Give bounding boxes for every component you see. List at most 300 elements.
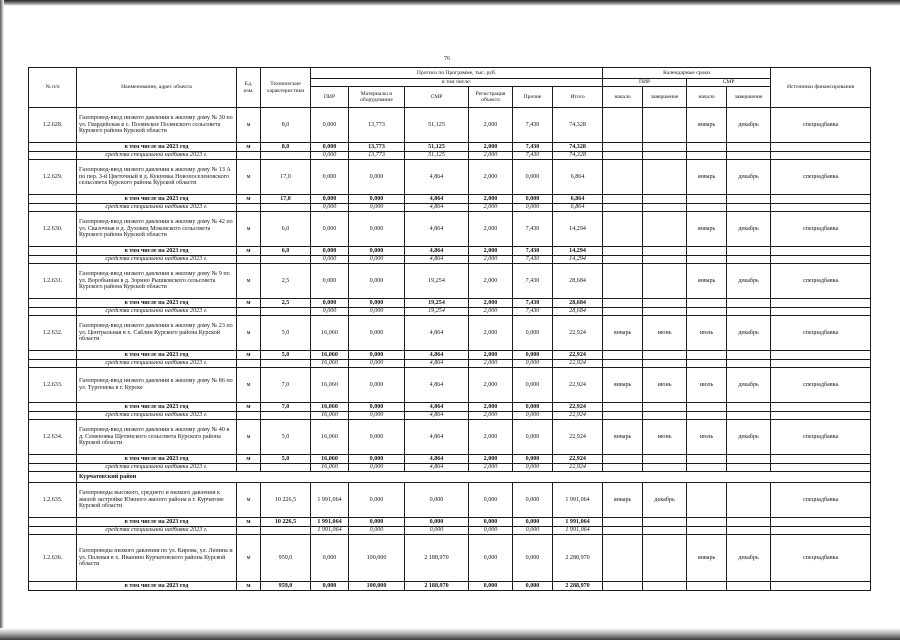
cell-pir-end: июнь: [643, 316, 687, 351]
cell-empty: [687, 308, 727, 316]
cell-pir-end: [643, 108, 687, 143]
cell-empty: [29, 455, 77, 464]
cell-tech: 5,0: [261, 420, 311, 455]
cell-total: 74,328: [553, 143, 603, 152]
cell-total: 1 991,064: [553, 518, 603, 527]
cell-other: 7,430: [513, 212, 553, 247]
cell-empty: [261, 256, 311, 264]
cell-other: 0,000: [513, 368, 553, 403]
cell-total: 14,294: [553, 247, 603, 256]
cell-empty: [687, 360, 727, 368]
cell-source: спецнадбавка: [771, 535, 871, 582]
cell-num: 1.2.632.: [29, 316, 77, 351]
cell-mat: 0,000: [349, 247, 405, 256]
cell-materials: 100,000: [349, 535, 405, 582]
cell-empty: [727, 204, 771, 212]
cell-empty: [237, 412, 261, 420]
cell-pir-start: [603, 264, 643, 299]
table-row: [29, 143, 871, 152]
cell-other: 7,430: [513, 256, 553, 264]
cell-empty: [603, 308, 643, 316]
cell-smr: 4,864: [405, 351, 469, 360]
cell-pir: 0,000: [311, 256, 349, 264]
cell-other: 7,430: [513, 152, 553, 160]
cell-smr-end: декабрь: [727, 535, 771, 582]
cell-tech: 8,0: [261, 108, 311, 143]
cell-empty: [237, 464, 261, 472]
cell-materials: 0,000: [349, 212, 405, 247]
table-row: [29, 152, 871, 160]
cell-other: 0,000: [513, 582, 553, 591]
cell-source-label: средства специальной надбавки 2023 г.: [77, 204, 237, 212]
cell-smr: 19,254: [405, 264, 469, 299]
cell-reg: 2,000: [469, 143, 513, 152]
cell-empty: [29, 143, 77, 152]
header-smr-end: завершение: [727, 87, 771, 108]
scan-border-top: [0, 0, 900, 6]
cell-empty: [29, 299, 77, 308]
cell-pir-start: [603, 160, 643, 195]
cell-pir-end: июнь: [643, 420, 687, 455]
cell-empty: [237, 527, 261, 535]
scan-border-bottom: [0, 628, 900, 640]
cell-total-label: в том числе на 2023 год: [77, 582, 237, 591]
cell-smr-start: январь: [687, 160, 727, 195]
header-cost-group: Прогноз по Программе, тыс. руб.: [311, 68, 603, 79]
table-row: [29, 403, 871, 412]
cell-empty: [237, 308, 261, 316]
cell-mat: 100,000: [349, 582, 405, 591]
cell-empty: [603, 403, 643, 412]
cell-empty: [261, 308, 311, 316]
cell-name: Газопровод-ввод низкого давления к жилому дому № 9 по ул. Воробьиная в д. Зорино Рышковского сельсовета Курского района Курской области: [77, 264, 237, 299]
cell-smr: 4,864: [405, 316, 469, 351]
cell-smr-start: январь: [687, 535, 727, 582]
cell-empty: [603, 204, 643, 212]
cell-empty: [687, 351, 727, 360]
cell-empty: [29, 403, 77, 412]
cell-empty: [261, 527, 311, 535]
cell-pir: 0,000: [311, 299, 349, 308]
cell-source: спецнадбавка: [771, 212, 871, 247]
cell-smr: 4,864: [405, 160, 469, 195]
cell-pir-end: [643, 160, 687, 195]
cell-mat: 0,000: [349, 308, 405, 316]
cell-other: 7,430: [513, 143, 553, 152]
cell-total: 1 991,064: [553, 527, 603, 535]
cell-empty: [603, 518, 643, 527]
cell-source-label: средства специальной надбавки 2023 г.: [77, 360, 237, 368]
cell-empty: [643, 403, 687, 412]
cell-empty: [687, 464, 727, 472]
cell-smr: 4,864: [405, 403, 469, 412]
cell-other: 0,000: [513, 412, 553, 420]
cell-reg: 2,000: [469, 455, 513, 464]
header-other: Прочие: [513, 87, 553, 108]
header-smr: СМР: [405, 87, 469, 108]
cell-total-label: в том числе на 2023 год: [77, 455, 237, 464]
cell-other: 0,000: [513, 195, 553, 204]
cell-total: 6,864: [553, 195, 603, 204]
cell-pir: 0,000: [311, 308, 349, 316]
table-row: [29, 195, 871, 204]
cell-empty: [603, 412, 643, 420]
cell-other: 0,000: [513, 403, 553, 412]
table-row: [29, 212, 871, 247]
cell-tech: 5,0: [261, 316, 311, 351]
cell-smr-start: июль: [687, 368, 727, 403]
cell-mat: 13,773: [349, 143, 405, 152]
cell-materials: 0,000: [349, 420, 405, 455]
cell-empty: [603, 464, 643, 472]
header-materials: Материалы и оборудование: [349, 87, 405, 108]
cell-pir: 1 991,064: [311, 527, 349, 535]
cell-empty: [643, 195, 687, 204]
cell-empty: [29, 472, 77, 483]
cell-reg: 2,000: [469, 256, 513, 264]
cell-empty: [687, 247, 727, 256]
cell-reg: 2,000: [469, 299, 513, 308]
header-total: Итого: [553, 87, 603, 108]
cell-mat: 13,773: [349, 152, 405, 160]
cell-pir: 0,000: [311, 108, 349, 143]
cell-empty: [643, 256, 687, 264]
cell-tech: 7,0: [261, 368, 311, 403]
table-row: [29, 368, 871, 403]
cell-total: 22,924: [553, 368, 603, 403]
cell-unit: м: [237, 582, 261, 591]
cell-materials: 13,773: [349, 108, 405, 143]
cell-empty: [29, 247, 77, 256]
cell-pir-end: [643, 264, 687, 299]
cell-empty: [771, 143, 871, 152]
table-row: [29, 160, 871, 195]
header-cal-pir: ПИР: [603, 79, 687, 87]
cell-pir: 16,060: [311, 420, 349, 455]
cell-pir: 0,000: [311, 582, 349, 591]
cell-total-label: в том числе на 2023 год: [77, 403, 237, 412]
cell-empty: [727, 195, 771, 204]
cell-empty: [687, 152, 727, 160]
cell-empty: [687, 256, 727, 264]
cell-pir-end: июнь: [643, 368, 687, 403]
cell-pir: 16,060: [311, 412, 349, 420]
cell-name: Газопровод-ввод низкого давления к жилому дому № 40 в д. Семеновка Щетинского сельсовета Курского района Курской области: [77, 420, 237, 455]
cell-pir: 16,060: [311, 368, 349, 403]
program-table: [28, 67, 871, 591]
cell-empty: [261, 360, 311, 368]
cell-unit: м: [237, 518, 261, 527]
header-cal-smr: СМР: [687, 79, 771, 87]
cell-mat: 0,000: [349, 403, 405, 412]
cell-total: 22,924: [553, 420, 603, 455]
cell-tech: 6,0: [261, 247, 311, 256]
cell-empty: [727, 256, 771, 264]
cell-smr: 2 188,970: [405, 535, 469, 582]
cell-empty: [29, 256, 77, 264]
cell-empty: [771, 351, 871, 360]
cell-empty: [771, 464, 871, 472]
cell-smr: 0,000: [405, 527, 469, 535]
cell-total: 28,684: [553, 308, 603, 316]
cell-unit: м: [237, 316, 261, 351]
table-row: [29, 264, 871, 299]
cell-empty: [687, 299, 727, 308]
cell-mat: 0,000: [349, 518, 405, 527]
cell-name: Газопровод-ввод низкого давления к жилому дому № 23 по ул. Центральная в х. Саблин Курского района Курской области: [77, 316, 237, 351]
cell-unit: м: [237, 247, 261, 256]
cell-other: 0,000: [513, 360, 553, 368]
cell-pir: 16,060: [311, 464, 349, 472]
cell-empty: [771, 412, 871, 420]
cell-smr: 0,000: [405, 518, 469, 527]
cell-empty: [603, 195, 643, 204]
cell-reg: 0,000: [469, 527, 513, 535]
table-row: [29, 256, 871, 264]
table-body: [29, 108, 871, 591]
cell-empty: [643, 455, 687, 464]
cell-empty: [727, 299, 771, 308]
cell-source-label: средства специальной надбавки 2023 г.: [77, 152, 237, 160]
cell-num: 1.2.628.: [29, 108, 77, 143]
cell-empty: [261, 412, 311, 420]
cell-pir: 0,000: [311, 143, 349, 152]
cell-total-label: в том числе на 2023 год: [77, 247, 237, 256]
cell-empty: [727, 412, 771, 420]
cell-reg: 2,000: [469, 403, 513, 412]
cell-tech: 959,0: [261, 535, 311, 582]
cell-registration: 2,000: [469, 316, 513, 351]
cell-num: 1.2.630.: [29, 212, 77, 247]
cell-empty: [643, 351, 687, 360]
cell-smr: 51,125: [405, 108, 469, 143]
cell-source: спецнадбавка: [771, 420, 871, 455]
scan-border-left: [0, 0, 4, 640]
cell-empty: [603, 152, 643, 160]
header-num: № п/п: [29, 68, 77, 108]
cell-empty: [727, 582, 771, 591]
cell-pir: 0,000: [311, 264, 349, 299]
cell-num: 1.2.634.: [29, 420, 77, 455]
cell-empty: [29, 518, 77, 527]
cell-total: 6,864: [553, 204, 603, 212]
cell-name: Газопровод-ввод низкого давления к жилому дому № 13 А по пер. 3-й Цветочный в д. Кукуевка Новопоселеновского сельсовета Курского района Курской области: [77, 160, 237, 195]
cell-pir: 1 991,064: [311, 483, 349, 518]
cell-empty: [29, 527, 77, 535]
cell-total-label: в том числе на 2023 год: [77, 143, 237, 152]
cell-smr: 4,864: [405, 412, 469, 420]
cell-empty: [29, 360, 77, 368]
cell-mat: 0,000: [349, 299, 405, 308]
cell-mat: 0,000: [349, 256, 405, 264]
table-row: [29, 464, 871, 472]
cell-source-label: средства специальной надбавки 2023 г.: [77, 412, 237, 420]
cell-empty: [687, 582, 727, 591]
cell-other: 7,430: [513, 299, 553, 308]
cell-tech: 5,0: [261, 455, 311, 464]
cell-empty: [771, 308, 871, 316]
cell-mat: 0,000: [349, 360, 405, 368]
table-row: [29, 518, 871, 527]
cell-other: 0,000: [513, 455, 553, 464]
cell-name: Газопроводы высокого, среднего и низкого давления к жилой застройке Южного жилого района в г. Курчатове Курской области: [77, 483, 237, 518]
cell-empty: [727, 455, 771, 464]
cell-empty: [643, 527, 687, 535]
cell-pir-end: [643, 212, 687, 247]
cell-empty: [603, 360, 643, 368]
cell-tech: 959,0: [261, 582, 311, 591]
cell-smr: 4,864: [405, 464, 469, 472]
cell-smr-end: декабрь: [727, 108, 771, 143]
cell-other: 0,000: [513, 204, 553, 212]
cell-smr: 4,864: [405, 368, 469, 403]
cell-num: 1.2.633.: [29, 368, 77, 403]
table-row: [29, 472, 871, 483]
cell-empty: [643, 204, 687, 212]
cell-smr: 4,864: [405, 195, 469, 204]
table-row: [29, 527, 871, 535]
cell-empty: [261, 204, 311, 212]
cell-empty: [237, 152, 261, 160]
cell-total: 22,924: [553, 316, 603, 351]
cell-empty: [687, 143, 727, 152]
cell-smr: 4,864: [405, 256, 469, 264]
header-pir: ПИР: [311, 87, 349, 108]
cell-other: 0,000: [513, 316, 553, 351]
cell-source: спецнадбавка: [771, 483, 871, 518]
cell-name: Газопровод-ввод низкого давления к жилому дому № 42 по ул. Сказочная в д. Духовец Моковского сельсовета Курского района Курской области: [77, 212, 237, 247]
cell-empty: [603, 247, 643, 256]
cell-smr: 19,254: [405, 299, 469, 308]
cell-registration: 0,000: [469, 483, 513, 518]
cell-pir-start: [603, 108, 643, 143]
cell-total-label: в том числе на 2023 год: [77, 195, 237, 204]
cell-source: спецнадбавка: [771, 264, 871, 299]
cell-empty: [687, 204, 727, 212]
header-registration: Регистрация объекта: [469, 87, 513, 108]
cell-empty: [727, 351, 771, 360]
cell-tech: 7,0: [261, 403, 311, 412]
cell-empty: [643, 299, 687, 308]
cell-empty: [771, 152, 871, 160]
cell-pir: 16,060: [311, 455, 349, 464]
cell-empty: [687, 518, 727, 527]
cell-empty: [29, 351, 77, 360]
cell-materials: 0,000: [349, 368, 405, 403]
cell-source-label: средства специальной надбавки 2023 г.: [77, 527, 237, 535]
cell-smr: 0,000: [405, 483, 469, 518]
cell-smr: 2 188,970: [405, 582, 469, 591]
cell-smr: 4,864: [405, 247, 469, 256]
cell-total: 22,924: [553, 360, 603, 368]
cell-smr-start: январь: [687, 264, 727, 299]
cell-pir-start: январь: [603, 420, 643, 455]
cell-empty: [643, 308, 687, 316]
cell-registration: 2,000: [469, 108, 513, 143]
cell-empty: [727, 360, 771, 368]
cell-unit: м: [237, 195, 261, 204]
cell-pir: 0,000: [311, 204, 349, 212]
cell-empty: [603, 299, 643, 308]
cell-empty: [29, 464, 77, 472]
cell-empty: [771, 582, 871, 591]
cell-empty: [29, 308, 77, 316]
cell-tech: 10 226,5: [261, 483, 311, 518]
cell-pir: 1 991,064: [311, 518, 349, 527]
cell-total: 22,924: [553, 351, 603, 360]
cell-smr-end: декабрь: [727, 420, 771, 455]
cell-total-label: в том числе на 2023 год: [77, 351, 237, 360]
cell-empty: [29, 582, 77, 591]
cell-unit: м: [237, 483, 261, 518]
cell-source: спецнадбавка: [771, 368, 871, 403]
cell-empty: [261, 464, 311, 472]
cell-unit: м: [237, 160, 261, 195]
cell-tech: 2,5: [261, 264, 311, 299]
cell-empty: [727, 464, 771, 472]
cell-empty: [727, 247, 771, 256]
cell-other: 7,430: [513, 264, 553, 299]
cell-empty: [771, 518, 871, 527]
cell-smr: 51,125: [405, 143, 469, 152]
table-row: [29, 483, 871, 518]
cell-empty: [643, 152, 687, 160]
header-smr-start: начало: [687, 87, 727, 108]
cell-unit: м: [237, 351, 261, 360]
cell-empty: [771, 247, 871, 256]
cell-empty: [771, 204, 871, 212]
cell-other: 0,000: [513, 527, 553, 535]
header-incl: в том числе:: [311, 79, 603, 87]
cell-unit: м: [237, 455, 261, 464]
cell-total: 28,684: [553, 264, 603, 299]
cell-unit: м: [237, 143, 261, 152]
cell-pir: 16,060: [311, 360, 349, 368]
cell-pir: 0,000: [311, 212, 349, 247]
header-pir-start: начало: [603, 87, 643, 108]
cell-smr: 51,125: [405, 152, 469, 160]
cell-empty: [771, 527, 871, 535]
cell-pir: 16,060: [311, 351, 349, 360]
cell-smr: 4,864: [405, 204, 469, 212]
cell-mat: 0,000: [349, 195, 405, 204]
cell-empty: [771, 195, 871, 204]
cell-unit: м: [237, 264, 261, 299]
cell-reg: 2,000: [469, 152, 513, 160]
cell-total: 14,294: [553, 212, 603, 247]
cell-source: спецнадбавка: [771, 316, 871, 351]
cell-source-label: средства специальной надбавки 2023 г.: [77, 464, 237, 472]
cell-empty: [29, 412, 77, 420]
cell-empty: [727, 152, 771, 160]
cell-other: 7,430: [513, 108, 553, 143]
cell-smr: 4,864: [405, 360, 469, 368]
cell-total-label: в том числе на 2023 год: [77, 299, 237, 308]
cell-pir-start: январь: [603, 483, 643, 518]
cell-total-label: в том числе на 2023 год: [77, 518, 237, 527]
cell-registration: 2,000: [469, 368, 513, 403]
header-name: Наименование, адрес объекта: [77, 68, 237, 108]
cell-pir: 16,060: [311, 316, 349, 351]
cell-mat: 0,000: [349, 455, 405, 464]
cell-empty: [687, 412, 727, 420]
cell-name: Газопроводы низкого давления по ул. Кирова, ул. Ленина и ул. Полевая в х. Иванино Курчатовского района Курской области: [77, 535, 237, 582]
cell-unit: м: [237, 403, 261, 412]
cell-other: 0,000: [513, 160, 553, 195]
cell-empty: [643, 582, 687, 591]
table-row: [29, 299, 871, 308]
cell-empty: [643, 412, 687, 420]
